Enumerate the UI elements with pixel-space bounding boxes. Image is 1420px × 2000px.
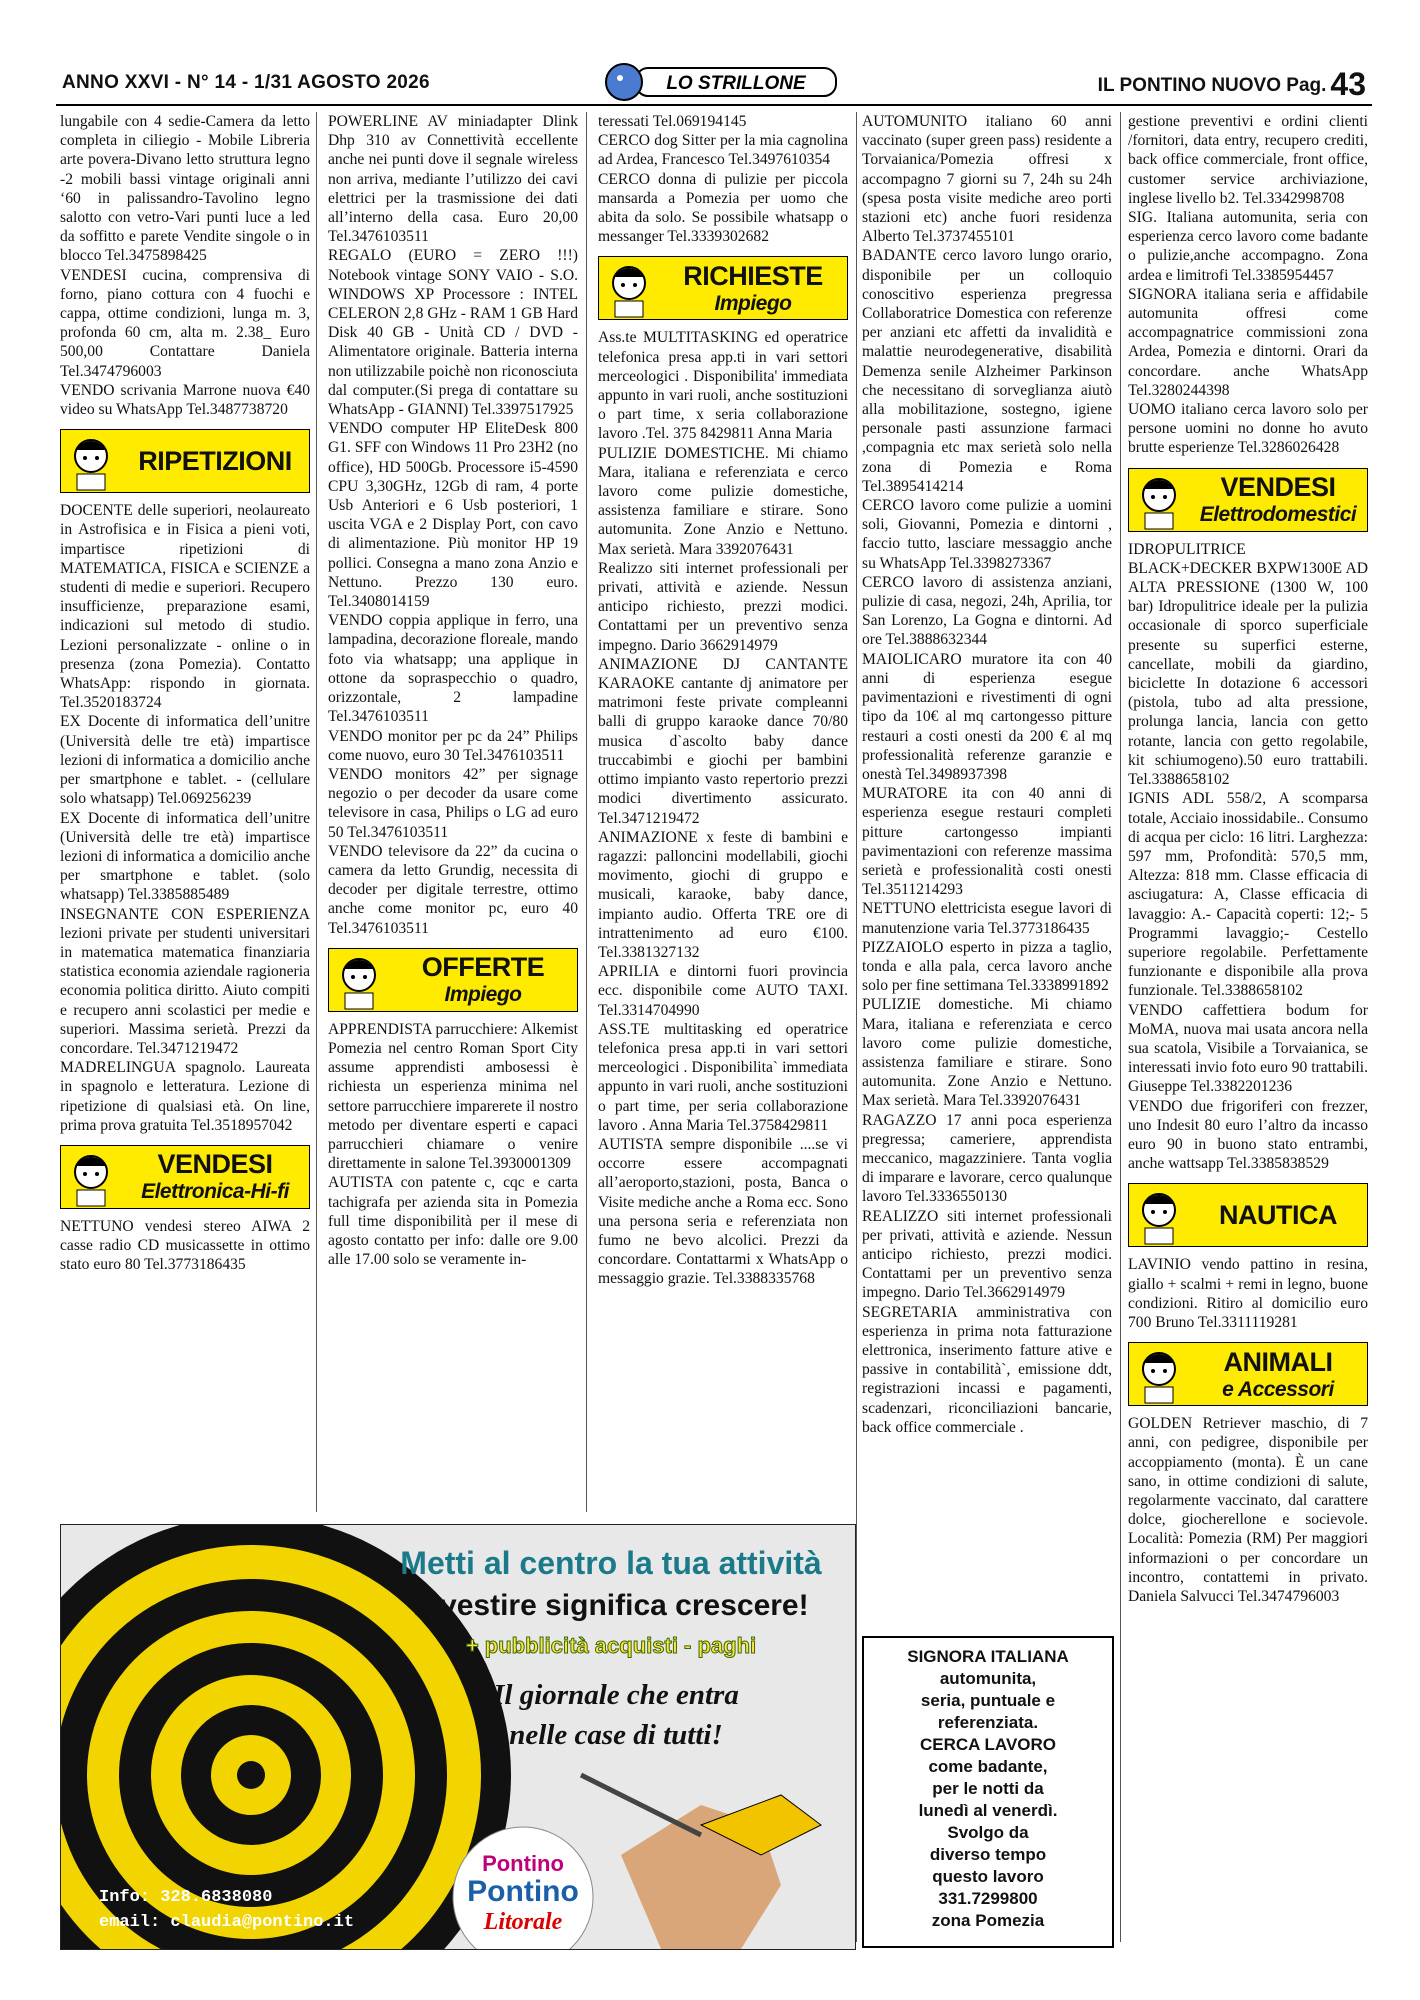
ad-text: MAIOLICARO muratore ita con 40 anni di esperienza esegue pavimentazioni e rivestimenti di ogni tipo da 10€ al mq cartongesso pitture restauri a costi onesti da 200 € al mq professionalità referenze garanzie e onestà Tel.3498937398 <box>862 650 1112 783</box>
section-title: VENDESI <box>157 1149 273 1180</box>
ad-text: DOCENTE delle superiori, neolaureato in Astrofisica e in Fisica a pieni voti, impartisce ripetizioni di MATEMATICA, FISICA e SCIENZE a studenti di medie e superiori. Recupero insufficienze, preparazione esami, indicazioni sul metodo di studio. Lezioni personalizzate - online o in presenza (zona Pomezia). Contatto WhatsApp: rispondo in giornata. Tel.3520183724 <box>60 502 310 712</box>
svg-text:Pontino: Pontino <box>467 1875 579 1908</box>
ad-text: SIGNORA italiana seria e affidabile automunita offresi come accompagnatrice commissioni zona Ardea, Pomezia e dintorni. Orari da concordare. anche WhatsApp Tel.3280244398 <box>1128 285 1368 399</box>
ad-text: AUTISTA sempre disponibile ....se vi occorre essere accompagnati all’aeroporto,stazioni, posta, Banca o Visite mediche anche a Roma ecc. Sono una persona seria e referenziata non fumo ne bevo alcolici. Prezzi da concordare. Contattarmi x WhatsApp o messaggio grazie. Tel.3388335768 <box>598 1135 848 1288</box>
ad-slogan: + pubblicità acquisti - paghi <box>465 1633 757 1658</box>
column-divider <box>1120 112 1121 1942</box>
ad-text: VENDO scrivania Marrone nuova €40 video su WhatsApp Tel.3487738720 <box>60 381 310 419</box>
section-subtitle: Elettronica-Hi-fi <box>141 1180 289 1204</box>
ad-text: Ass.te MULTITASKING ed operatrice telefonica presa app.ti in vari settori merceologici . Disponibilita' immediata appunto in vari ruoli, anche sostituzioni o part time, x seria collaborazione lavoro .Tel. 375 8429811 Anna Maria <box>598 329 848 443</box>
ad-text: NETTUNO elettricista esegue lavori di manutenzione varia Tel.3773186435 <box>862 900 1112 937</box>
section-banner-offerte-impiego <box>328 948 578 1012</box>
ad-text: Realizzo siti internet professionali per privati, attività e aziende. Nessun anticipo richiesto, prezzi modici. Contattami per un preventivo senza impegno. Dario 3662914979 <box>598 559 848 654</box>
ad-text: VENDO monitors 42” per signage negozio o per decoder da usare come televisore in casa, Philips o LG ad euro 50 Tel.3476103511 <box>328 765 578 841</box>
newsboy-mascot-icon <box>61 1146 121 1208</box>
section-banner-ripetizioni <box>60 429 310 493</box>
section-banner-vendesi-elettrodomestici <box>1128 468 1368 532</box>
ad-text: BADANTE cerco lavoro lungo orario, disponibile per un colloquio conoscitivo esperienza pregressa Collaboratrice Domestica con referenze per anziani etc affetti da invalidità e malattie neurodegenerative, disabilità Demenza senile Alzheimer Parkinson che necessitano di sorveglianza aiutò alla mobilitazione, sostegno, igiene personale pasti assunzione farmaci ,compagnia etc max serietà solo nella zona di Pomezia e Roma Tel.3895414214 <box>862 247 1112 495</box>
ad-text: VENDO computer HP EliteDesk 800 G1. SFF con Windows 11 Pro 23H2 (no office), HD 500Gb. Processore i5-4590 CPU 3,30GHz, 12Gb di ram, 4 porte Usb Anteriori e 6 Usb posteriori, 1 uscita VGA e 2 Display Port, con cavo di alimentazione. Più monitor HP 19 pollici. Consegna a mano zona Anzio e Nettuno. Prezzo 130 euro. Tel.3408014159 <box>328 420 578 611</box>
ad-text: GOLDEN Retriever maschio, di 7 anni, con pedigree, disponibile per accoppiamento (monta). È un cane sano, in ottime condizioni di salute, regolarmente vaccinato, dal carattere dolce, giocherellone e socievole. Località: Pomezia (RM) Per maggiori informazioni o per concordare un incontro, contattemi in privato. Daniela Salvucci Tel.3474796003 <box>1128 1415 1368 1605</box>
lo-strillone-logo <box>596 60 846 102</box>
newsboy-mascot-icon <box>329 949 389 1011</box>
box-line: Svolgo da <box>947 1823 1029 1842</box>
ad-text: APRILIA e dintorni fuori provincia ecc. disponibile come AUTO TAXI. Tel.3314704990 <box>598 963 848 1019</box>
section-title: RICHIESTE <box>683 260 823 291</box>
ad-text: SIG. Italiana automunita, seria con esperienza cerco lavoro come badante o pulizie,anche accompagno. Zona ardea e limitrofi Tel.3385954457 <box>1128 209 1368 284</box>
boxed-ad-signora-italiana <box>862 1636 1114 1948</box>
ad-text: CERCO dog Sitter per la mia cagnolina ad Ardea, Francesco Tel.3497610354 <box>598 132 848 169</box>
ad-text: REGALO (EURO = ZERO !!!) Notebook vintage SONY VAIO - S.O. WINDOWS XP Processore : INTEL CELERON 2,8 GHz - RAM 1 GB Hard Disk 40 GB - Unità CD / DVD - Alimentatore originale. Batteria interna non utilizzabile poichè non riconosciuta dal computer.(Si prega di contattare su WhatsApp - GIANNI) Tel.3397517925 <box>328 247 578 419</box>
box-line: seria, puntuale e <box>920 1691 1056 1710</box>
ad-text: ASS.TE multitasking ed operatrice telefonica presa app.ti in vari settori merceologici . Disponibilita` immediata appunto in vari ruoli, anche sostituzioni o part time, per seria collaborazione lavoro . Anna Maria Tel.3758429811 <box>598 1020 848 1134</box>
header-rule <box>56 104 1372 106</box>
section-title: VENDESI <box>1220 472 1336 503</box>
ad-text: LAVINIO vendo pattino in resina, giallo + scalmi + remi in legno, buone condizioni. Ritiro al domicilio euro 700 Bruno Tel.3311119281 <box>1128 1256 1368 1331</box>
ad-text: CERCO lavoro come pulizie a uomini soli, Giovanni, Pomezia e dintorni , faccio tutto, lasciare messaggio anche su WhatsApp Tel.3398273367 <box>862 497 1112 572</box>
ad-text: VENDO due frigoriferi con frezzer, uno Indesit 80 euro l’altro da incasso euro 90 in buono stato entrambi, anche wattsapp Tel.3385838529 <box>1128 1097 1368 1173</box>
ad-text: RAGAZZO 17 anni poca esperienza pregressa; cameriere, apprendista meccanico, magazziniere. Tanta voglia di imparare e lavorare, cerco qualunque lavoro Tel.3336550130 <box>862 1111 1112 1206</box>
ad-contact <box>99 1885 354 1935</box>
ad-tagline-line: nelle case di tutti! <box>509 1719 723 1751</box>
ad-email: email: claudia@pontino.it <box>99 1913 355 1932</box>
ad-text: MADRELINGUA spagnolo. Laureata in spagnolo e letteratura. Lezione di ripetizione di qualsiasi età. On line, prima prova gratuita Tel.3518957042 <box>60 1059 310 1134</box>
ad-text: IDROPULITRICE BLACK+DECKER BXPW1300E AD ALTA PRESSIONE (1300 W, 100 bar) Idropulitrice ideale per la pulizia occasionale di sporco superficiale presente su superfici esterne, cancellate, mobili da giardino, biciclette In dotazione 6 accessori (pistola, tubo ad alta pressione, prolunga lancia, lancia con getto rotante, lancia con getto regolabile, kit schiumogeno).50 euro trattabili. Tel.3388658102 <box>1128 540 1368 789</box>
paper-title: IL PONTINO NUOVO Pag. <box>1097 75 1327 96</box>
ad-text: VENDO caffettiera bodum for MoMA, nuova mai usata ancora nella sua scatola, Visibile a Torvaianica, se interessati invio foto euro 90 trattabili. Giuseppe Tel.3382201236 <box>1128 1001 1368 1096</box>
box-line: zona Pomezia <box>931 1911 1045 1930</box>
ad-text: PIZZAIOLO esperto in pizza a taglio, tonda e alla pala, cerca lavoro anche solo per fine settimana Tel.3338991892 <box>862 938 1112 995</box>
section-title: RIPETIZIONI <box>138 445 292 476</box>
ad-text: EX Docente di informatica dell’unitre (Università delle tre età) impartisce lezioni di informatica a domicilio anche per smartphone e tablet. - (cellulare solo whatsapp) Tel.069256239 <box>60 713 310 808</box>
newsboy-mascot-icon <box>1129 1343 1189 1405</box>
box-phone: 331.7299800 <box>938 1889 1038 1908</box>
ad-text: teressati Tel.069194145 <box>598 113 747 130</box>
ad-text: REALIZZO siti internet professionali per privati, attività e aziende. Nessun anticipo richiesto, prezzi modici. Contattami per un preventivo senza impegno. Dario Tel.3662914979 <box>862 1207 1112 1302</box>
ad-text: VENDO televisore da 22” da cucina o camera da letto Grundig, necessita di decoder per digitale terrestre, ottimo anche come monitor pc, euro 40 Tel.3476103511 <box>328 842 578 937</box>
section-banner-nautica <box>1128 1183 1368 1247</box>
box-line: diverso tempo <box>929 1845 1047 1864</box>
ad-text: ANIMAZIONE x feste di bambini e ragazzi: palloncini modellabili, giochi movimento, giochi di gruppo e musicali, karaoke, baby dance, impianto audio. Offerta TRE ore di intrattenimento ad euro €100. Tel.3381327132 <box>598 828 848 961</box>
ad-text: PULIZIE DOMESTICHE. Mi chiamo Mara, italiana e referenziata e cerco lavoro come pulizie domestiche, assistenza familiare e stirare. Sono automunita. Zone Anzio e Nettuno. Max serietà. Mara 3392076431 <box>598 444 848 558</box>
section-title: OFFERTE <box>421 952 545 983</box>
ad-text: AUTOMUNITO italiano 60 anni vaccinato (super green pass) residente a Torvaianica/Pomezia offresi x accompagno 7 giorni su 7, 24h su 24h (spesa posta visite mediche areo porti stazioni etc) anche fuori residenza Alberto Tel.3737455101 <box>862 113 1112 246</box>
ad-text: lungabile con 4 sedie-Camera da letto completa in ciliegio - Mobile Libreria arte povera-Divano letto struttura legno -2 mobili bassi vintage originali anni ‘60 in palissandro-Tavolino legno salotto con vetro-Vari punti luce a led da soffitto e parete Vendite singole o in blocco Tel.3475898425 <box>60 113 310 265</box>
ad-text: MURATORE ita con 40 anni di esperienza esegue restauri completi pitture cartongesso impianti pavimentazioni con referenze massima serietà e professionalità costi onesti Tel.3511214293 <box>862 785 1112 899</box>
ad-text: PULIZIE domestiche. Mi chiamo Mara, italiana e referenziata e cerco lavoro come pulizie domestiche, assistenza familiare e stirare. Sono automunita. Zone Anzio e Nettuno. Max serietà. Mara Tel.3392076431 <box>862 996 1112 1110</box>
issue-info: ANNO XXVI - N° 14 - 1/31 AGOSTO 2026 <box>62 72 430 93</box>
ad-text: gestione preventivi e ordini clienti /fornitori, data entry, recupero crediti, back office commerciale, front office, customer service archiviazione, inglese livello b2. Tel.3342998708 <box>1128 113 1368 207</box>
section-subtitle: Impiego <box>714 291 792 315</box>
section-title: ANIMALI <box>1223 1346 1333 1377</box>
box-line: questo lavoro <box>932 1867 1044 1886</box>
ad-text: INSEGNANTE CON ESPERIENZA lezioni private per studenti universitari in matematica matematica finanziaria statistica economia aziendale ragioneria economia politica diritto. Aiuto compiti e recupero anni scolastici per medie e superiori. Massima serietà. Prezzi da concordare. Tel.3471219472 <box>60 905 310 1057</box>
box-line: referenziata. <box>937 1713 1039 1732</box>
ad-text: VENDESI cucina, comprensiva di forno, piano cottura con 4 fuochi e cappa, ottime condizioni, lunga m. 3, profonda 60 cm, alta m. 2.38_ Euro 500,00 Contattare Daniela Tel.3474796003 <box>60 266 310 380</box>
column-2 <box>328 112 578 1269</box>
box-line: CERCA LAVORO <box>920 1735 1056 1754</box>
advertisement-pontino <box>60 1524 856 1950</box>
ad-headline: Metti al centro la tua attività <box>400 1545 822 1581</box>
ad-text: ANIMAZIONE DJ CANTANTE KARAOKE cantante dj animatore per matrimoni feste private compleanni balli di gruppo karaoke dance 70/80 musica d`ascolto baby dance truccabimbi e giochi per bambini ottimo impianto vasto repertorio prezzi modici divertimento assicurato. Tel.3471219472 <box>598 655 848 827</box>
section-banner-animali <box>1128 1342 1368 1406</box>
svg-text:LO STRILLONE: LO STRILLONE <box>666 73 806 94</box>
box-line: automunita, <box>939 1669 1037 1688</box>
section-banner-richieste-impiego <box>598 256 848 320</box>
ad-text: IGNIS ADL 558/2, A scomparsa totale, Acciaio inossidabile.. Consumo di acqua per ciclo: 16 litri. Larghezza: 597 mm, Profondità: 570,5 mm, Altezza: 818 mm. Classe efficacia di asciugatura: A, Classe efficacia di lavaggio: A.- Capacità coperti: 12;- 5 Programmi lavaggio;- Cestello superiore regolabile. Perfettamente funzionante e disponibile alla prova funzionale. Tel.3388658102 <box>1128 790 1368 1000</box>
section-banner-vendesi-elettronica <box>60 1145 310 1209</box>
newsboy-mascot-icon <box>61 430 121 492</box>
column-divider <box>316 112 317 1512</box>
box-line: come badante, <box>928 1757 1048 1776</box>
ad-phone: Info: 328.6838080 <box>99 1888 273 1907</box>
ad-subheadline: Investire significa crescere! <box>413 1589 809 1622</box>
ad-text: POWERLINE AV miniadapter Dlink Dhp 310 av Connettività eccellente anche nei punti dove il segnale wireless non arriva, mediante l’utilizzo dei cavi elettrici per la trasmissione dei dati all’interno della casa. Euro 20,00 Tel.3476103511 <box>328 113 578 246</box>
section-title: NAUTICA <box>1219 1199 1337 1230</box>
ad-text: CERCO lavoro di assistenza anziani, pulizie di casa, negozi, 24h, Aprilia, tor San Lorenzo, La Gogna e dintorni. Ad ore Tel.3888632344 <box>862 573 1112 649</box>
section-subtitle: Elettrodomestici <box>1199 503 1357 527</box>
page-header <box>56 60 1372 106</box>
page-number: 43 <box>1330 66 1366 102</box>
ad-text: NETTUNO vendesi stereo AIWA 2 casse radio CD musicassette in ottimo stato euro 80 Tel.3773186435 <box>60 1217 310 1274</box>
newsboy-mascot-icon <box>1129 1184 1189 1246</box>
column-4 <box>862 112 1112 1437</box>
ad-text: SEGRETARIA amministrativa con esperienza in prima nota fatturazione elettronica, inserimento fatture ative e passive in contabilità`, emissione ddt, registrazioni incassi e pagamenti, scadenzari, riconciliazioni bancarie, back office commerciale . <box>862 1303 1112 1436</box>
column-1 <box>60 112 310 1275</box>
svg-text:Pontino: Pontino <box>482 1851 564 1876</box>
ad-text: VENDO monitor per pc da 24” Philips come nuovo, euro 30 Tel.3476103511 <box>328 727 578 764</box>
section-subtitle: Impiego <box>444 983 522 1007</box>
box-line: lunedì al venerdì. <box>918 1801 1058 1820</box>
column-3 <box>598 112 848 1289</box>
ad-text: VENDO coppia applique in ferro, una lampadina, decorazione floreale, mando foto via whatsapp; una applique in ottone da sopraspecchio o quadro, orizzontale, 2 lampadine Tel.3476103511 <box>328 612 578 726</box>
newsboy-mascot-icon <box>1129 469 1189 531</box>
section-subtitle: e Accessori <box>1222 1377 1334 1401</box>
ad-tagline-line: Il giornale che entra <box>493 1679 739 1711</box>
ad-text: CERCO donna di pulizie per piccola mansarda a Pomezia per uomo che abita da solo. Se possibile whatsapp o messanger Tel.3339302682 <box>598 170 848 246</box>
svg-text:Litorale: Litorale <box>483 1909 563 1935</box>
ad-text: APPRENDISTA parrucchiere: Alkemist Pomezia nel centro Roman Sport City assume apprendisti ambosessi è richiesta un esperienza minima nel settore parrucchiere imparerete il nostro metodo per diventare esperti e capaci parrucchieri chiamare o venire direttamente in salone Tel.3930001309 <box>328 1020 578 1173</box>
column-5 <box>1128 112 1368 1606</box>
ad-tagline <box>381 1675 851 1755</box>
column-divider <box>856 112 857 1942</box>
newsboy-mascot-icon <box>599 257 659 319</box>
ad-text: AUTISTA con patente c, cqc e carta tachigrafa per azienda sita in Pomezia full time disponibilità per il mese di agosto contatto per info: dalle ore 9.00 alle 17.00 solo se veramente in- <box>328 1174 578 1269</box>
ad-text: UOMO italiano cerca lavoro solo per persone uomini no donne ho avuto brutte esperienze Tel.3286026428 <box>1128 401 1368 457</box>
ad-text: EX Docente di informatica dell’unitre (Università delle tre età) impartisce lezioni di informatica a domicilio anche per smartphone e tablet. (solo whatsapp) Tel.3385885489 <box>60 809 310 904</box>
box-line: per le notti da <box>932 1779 1044 1798</box>
column-divider <box>586 112 587 1512</box>
box-line: SIGNORA ITALIANA <box>907 1647 1069 1666</box>
paper-name <box>1098 66 1366 103</box>
